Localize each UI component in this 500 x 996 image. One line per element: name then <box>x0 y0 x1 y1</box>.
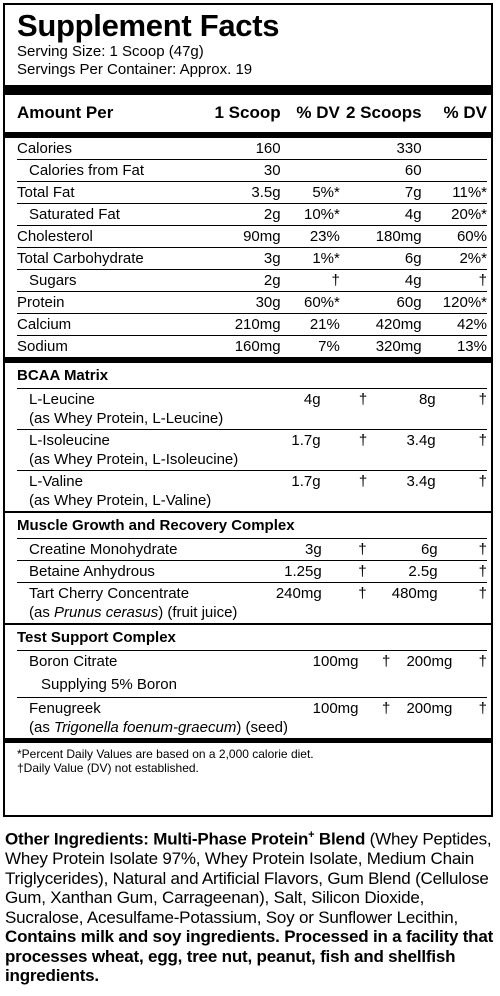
dv-2-scoops: † <box>438 561 487 583</box>
ingredient-name: Fenugreek <box>29 700 101 717</box>
ingredient-cell <box>17 698 288 739</box>
header-1-scoop: 1 Scoop <box>214 103 281 122</box>
table-row <box>17 539 487 561</box>
dv-2-scoops: † <box>452 651 487 673</box>
table-row <box>17 270 487 292</box>
dv-2-scoops: 13% <box>422 336 487 358</box>
amount-2-scoops: 4g <box>340 204 422 226</box>
servings-per-container: Servings Per Container: Approx. 19 <box>17 61 253 78</box>
amount-1-scoop: 1.7g <box>238 471 320 512</box>
ingredient-name: Creatine Monohydrate <box>17 539 237 561</box>
dv-2-scoops: † <box>438 539 487 561</box>
table-row <box>17 698 487 739</box>
nutrient-name: Total Fat <box>17 182 180 204</box>
header-2-scoops: 2 Scoops <box>345 103 422 122</box>
amount-2-scoops: 60 <box>340 160 422 182</box>
nutrient-name: Cholesterol <box>17 226 180 248</box>
nutrient-name: Protein <box>17 292 180 314</box>
table-row <box>17 389 487 430</box>
table-row <box>17 336 487 358</box>
ingredient-name: Tart Cherry Concentrate <box>29 585 190 602</box>
dv-1-scoop: † <box>322 583 367 624</box>
amount-1-scoop: 160 <box>255 140 281 157</box>
nutrient-name: Calcium <box>17 314 180 336</box>
ingredient-source: (as Whey Protein, L-Leucine) <box>29 410 224 427</box>
amount-1-scoop: 240mg <box>237 583 321 624</box>
amount-2-scoops: 3.4g <box>367 430 435 471</box>
nutrient-name: Sodium <box>17 336 180 358</box>
serving-size: Serving Size: 1 Scoop (47g) <box>17 43 204 60</box>
section-header <box>17 363 487 389</box>
dv-1-scoop: † <box>321 389 368 430</box>
other-ingredients <box>5 826 495 986</box>
header-dv-1: % DV <box>296 103 340 122</box>
header-dv-2: % DV <box>443 103 487 122</box>
ingredient-cell <box>17 430 238 471</box>
dv-1-scoop: † <box>321 471 368 512</box>
source-prefix: (as <box>29 604 55 621</box>
ingredient-name: L-Isoleucine <box>29 432 110 449</box>
amount-2-scoops: 60g <box>340 292 422 314</box>
table-row <box>17 583 487 624</box>
ingredient-cell <box>17 583 237 624</box>
header-amount-per: Amount Per <box>17 103 114 122</box>
dv-1-scoop <box>281 138 340 160</box>
muscle-title: Muscle Growth and Recovery Complex <box>17 517 295 534</box>
amount-1-scoop: 100mg <box>288 651 359 673</box>
ingredient-source: (as Whey Protein, L-Valine) <box>29 492 212 509</box>
dv-2-scoops: † <box>422 270 487 292</box>
table-row <box>17 672 487 698</box>
table-row <box>17 138 487 160</box>
amount-2-scoops: 6g <box>340 248 422 270</box>
amount-2-scoops: 200mg <box>390 698 452 739</box>
amount-1-scoop: 3g <box>180 248 280 270</box>
dv-1-scoop: 5%* <box>281 182 340 204</box>
amount-2-scoops: 3.4g <box>367 471 435 512</box>
dv-1-scoop: † <box>321 430 368 471</box>
footnote-dv: *Percent Daily Values are based on a 2,000 calorie diet. <box>17 747 314 761</box>
other-ingredients-label: Other Ingredients: Multi-Phase Protein <box>5 829 309 849</box>
amount-1-scoop: 3.5g <box>180 182 280 204</box>
nutrient-name: Saturated Fat <box>17 204 180 226</box>
footnotes <box>17 743 491 779</box>
bcaa-table <box>17 363 487 511</box>
nutrient-name: Sugars <box>17 270 180 292</box>
nutrient-name: Calories from Fat <box>17 160 180 182</box>
test-table <box>17 625 487 738</box>
table-row <box>17 430 487 471</box>
footnote-dagger: †Daily Value (DV) not established. <box>17 761 199 775</box>
dv-2-scoops: 120%* <box>422 292 487 314</box>
dv-1-scoop: † <box>359 651 391 673</box>
table-row <box>17 561 487 583</box>
panel-title: Supplement Facts <box>17 8 280 43</box>
table-row <box>17 204 487 226</box>
amount-1-scoop: 4g <box>238 389 320 430</box>
amount-1-scoop: 2g <box>180 204 280 226</box>
dv-2-scoops: 60% <box>422 226 487 248</box>
allergen-statement: Contains milk and soy ingredients. Processed in a facility that processes wheat, egg, tree nut, peanut, fish and shellfish ingredients. <box>5 927 494 986</box>
amount-2-scoops: 2.5g <box>367 561 438 583</box>
dv-2-scoops: 20%* <box>422 204 487 226</box>
ingredient-source: (as Whey Protein, L-Isoleucine) <box>29 451 239 468</box>
source-suffix: ) (fruit juice) <box>158 604 238 621</box>
dv-2-scoops: 11%* <box>422 182 487 204</box>
table-row <box>17 651 487 673</box>
amount-1-scoop: 100mg <box>288 698 359 739</box>
amount-2-scoops: 6g <box>367 539 438 561</box>
dv-1-scoop: 23% <box>281 226 340 248</box>
table-row <box>17 182 487 204</box>
table-row <box>17 160 487 182</box>
amount-1-scoop: 210mg <box>180 314 280 336</box>
amount-2-scoops: 330 <box>396 140 422 157</box>
table-row <box>17 226 487 248</box>
ingredient-cell <box>17 389 238 430</box>
nutrients-table <box>17 138 487 357</box>
nutrient-table <box>17 95 487 132</box>
dv-2-scoops: 2%* <box>422 248 487 270</box>
amount-2-scoops: 8g <box>367 389 435 430</box>
dv-1-scoop <box>281 160 340 182</box>
bcaa-title: BCAA Matrix <box>17 367 109 384</box>
amount-2-scoops: 7g <box>340 182 422 204</box>
ingredient-name: Betaine Anhydrous <box>17 561 237 583</box>
ingredient-name: L-Valine <box>29 473 83 490</box>
source-suffix: ) (seed) <box>236 719 289 736</box>
blend-label: Blend <box>314 829 366 849</box>
dv-1-scoop: 21% <box>281 314 340 336</box>
dv-1-scoop: † <box>359 698 391 739</box>
dv-2-scoops <box>422 160 487 182</box>
source-prefix: (as <box>29 719 55 736</box>
boron-supply-note: Supplying 5% Boron <box>41 676 177 693</box>
source-latin-name: Prunus cerasus <box>54 604 159 621</box>
amount-2-scoops: 320mg <box>340 336 422 358</box>
amount-1-scoop: 3g <box>237 539 321 561</box>
section-header <box>17 513 487 539</box>
amount-1-scoop: 2g <box>180 270 280 292</box>
dv-1-scoop: † <box>281 270 340 292</box>
dv-1-scoop: † <box>322 561 367 583</box>
amount-1-scoop: 160mg <box>180 336 280 358</box>
amount-1-scoop: 30g <box>180 292 280 314</box>
amount-2-scoops: 420mg <box>340 314 422 336</box>
dv-1-scoop: 60%* <box>281 292 340 314</box>
table-header <box>17 95 487 132</box>
dv-2-scoops: † <box>452 698 487 739</box>
dv-2-scoops: † <box>436 430 487 471</box>
dv-2-scoops: † <box>438 583 487 624</box>
dv-2-scoops: 42% <box>422 314 487 336</box>
ingredients-text: (Whey Peptides, Whey Protein Isolate 97%, Whey Protein Isolate, Medium Chain Triglycerides), Natural and Artificial Flavors, Gum Blend (Cellulose Gum, Xanthan Gum, Carrageenan), Salt, Silicon Dioxide, Sucralose, Acesulfame-Potassium, Soy or Sunflower Lecithin, <box>5 829 492 927</box>
muscle-table <box>17 513 487 623</box>
ingredient-source <box>29 718 288 737</box>
amount-1-scoop: 90mg <box>180 226 280 248</box>
plus-mark: + <box>308 829 315 841</box>
dv-1-scoop: 7% <box>281 336 340 358</box>
thick-rule <box>5 85 491 95</box>
ingredient-source <box>29 603 237 622</box>
dv-1-scoop: † <box>322 539 367 561</box>
nutrient-name: Calories <box>17 140 73 157</box>
amount-2-scoops: 4g <box>340 270 422 292</box>
source-latin-name: Trigonella foenum-graecum <box>54 719 237 736</box>
dv-2-scoops <box>422 138 487 160</box>
dv-2-scoops: † <box>436 389 487 430</box>
test-title: Test Support Complex <box>17 629 176 646</box>
section-header <box>17 625 487 651</box>
dv-1-scoop: 10%* <box>281 204 340 226</box>
amount-2-scoops: 200mg <box>390 651 452 673</box>
table-row <box>17 314 487 336</box>
amount-1-scoop: 1.7g <box>238 430 320 471</box>
amount-1-scoop: 1.25g <box>237 561 321 583</box>
dv-2-scoops: † <box>436 471 487 512</box>
amount-2-scoops: 480mg <box>367 583 438 624</box>
supplement-facts-panel <box>3 3 493 817</box>
table-row <box>17 292 487 314</box>
ingredient-name: Boron Citrate <box>17 651 288 673</box>
table-row <box>17 471 487 512</box>
ingredient-name: L-Leucine <box>29 391 95 408</box>
dv-1-scoop: 1%* <box>281 248 340 270</box>
amount-2-scoops: 180mg <box>340 226 422 248</box>
table-row <box>17 248 487 270</box>
amount-1-scoop: 30 <box>180 160 280 182</box>
ingredient-cell <box>17 471 238 512</box>
nutrient-name: Total Carbohydrate <box>17 248 180 270</box>
